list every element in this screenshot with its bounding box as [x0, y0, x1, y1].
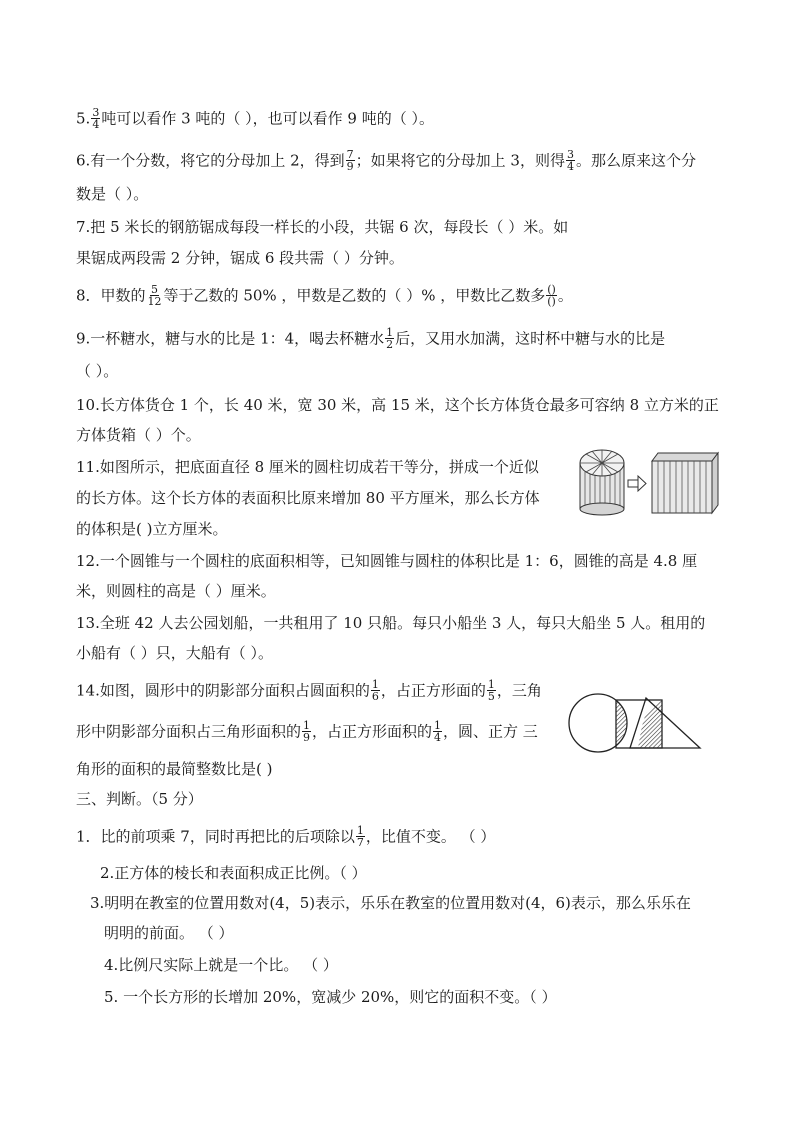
question-10-line2: 方体货箱（ ）个。	[76, 426, 201, 444]
q8-text-2: 等于乙数的 50% ，甲数是乙数的（ ）% ，甲数比乙数多	[163, 286, 546, 305]
q6-text-1: 6.有一个分数，将它的分母加上 2，得到	[76, 151, 345, 170]
question-12-line2: 米，则圆柱的高是（ ）厘米。	[76, 582, 276, 600]
j1-text-2: ，比值不变。 （ ）	[365, 827, 496, 846]
question-14-line3: 角形的面积的最简整数比是( )	[76, 760, 273, 778]
question-6	[76, 150, 696, 173]
fraction	[91, 107, 100, 130]
fraction	[371, 679, 380, 702]
q14-text-2: ，占正方形面的	[380, 681, 486, 700]
question-11: 11.如图所示，把底面直径 8 厘米的圆柱切成若干等分，拼成一个近似	[76, 458, 539, 476]
fraction	[566, 149, 575, 172]
section-3-heading: 三、判断。（5 分）	[76, 790, 203, 808]
q9-text-1: 9.一杯糖水，糖与水的比是 1：4，喝去杯糖水	[76, 329, 385, 348]
question-7: 7.把 5 米长的钢筋锯成每段一样长的小段，共锯 6 次，每段长（ ）米。如	[76, 218, 569, 236]
arrow-right-icon	[628, 476, 646, 491]
numerator: 5	[151, 283, 159, 296]
judge-4: 4.比例尺实际上就是一个比。 （ ）	[104, 956, 338, 974]
rectangular-prism	[652, 453, 718, 513]
denominator: 4	[434, 731, 442, 744]
question-14	[76, 680, 542, 703]
q14-text-3: ，三角	[496, 681, 542, 700]
q14-text-5: ，占正方形面积的	[312, 722, 433, 741]
question-13: 13.全班 42 人去公园划船，一共租用了 10 只船。每只小船坐 3 人，每只大船坐 5 人。租用的	[76, 614, 706, 632]
q6-text-2: ；如果将它的分母加上 3，则得	[355, 151, 565, 170]
numerator: 1	[303, 719, 311, 732]
question-11-line2: 的长方体。这个长方体的表面积比原来增加 80 平方厘米，那么长方体	[76, 489, 540, 507]
judge-5: 5. 一个长方形的长增加 20%，宽减少 20%，则它的面积不变。（ ）	[104, 988, 557, 1006]
numerator: ()	[547, 283, 556, 296]
denominator: 5	[487, 690, 495, 703]
q14-text-4: 形中阴影部分面积占三角形面积的	[76, 722, 302, 741]
denominator: 9	[346, 160, 354, 173]
denominator: 7	[356, 836, 364, 849]
numerator: 3	[92, 106, 100, 119]
denominator: 12	[147, 295, 162, 308]
denominator: 6	[371, 690, 379, 703]
square-triangle-shaded-region	[638, 700, 662, 748]
numerator: 7	[346, 148, 354, 161]
question-14-line2	[76, 721, 538, 744]
judge-3-line2: 明明的前面。 （ ）	[104, 924, 234, 942]
question-9-line2: （ ）。	[76, 362, 119, 380]
question-13-line2: 小船有（ ）只，大船有（ ）。	[76, 644, 274, 662]
q8-text-1: 8．甲数的	[76, 286, 146, 305]
question-11-line3: 的体积是( )立方厘米。	[76, 520, 228, 538]
q6-text-3: 。那么原来这个分	[575, 151, 696, 170]
q14-text-6: ，圆、正方 三	[443, 722, 538, 741]
sliced-cylinder	[580, 450, 624, 515]
q8-text-3: 。	[557, 286, 573, 305]
cylinder-to-prism-figure	[578, 447, 720, 517]
fraction	[385, 327, 394, 350]
question-8	[76, 285, 573, 308]
numerator: 3	[566, 148, 574, 161]
q9-text-2: 后，又用水加满，这时杯中糖与水的比是	[395, 329, 666, 348]
question-7-line2: 果锯成两段需 2 分钟，锯成 6 段共需（ ）分钟。	[76, 249, 404, 267]
fraction	[147, 284, 163, 307]
question-10: 10.长方体货仓 1 个，长 40 米，宽 30 米，高 15 米，这个长方体货仓最多可容纳 8 立方米的正	[76, 396, 719, 414]
question-5	[76, 108, 434, 131]
judge-2: 2.正方体的棱长和表面积成正比例。（ ）	[100, 864, 367, 882]
fraction	[346, 149, 355, 172]
fraction	[433, 720, 442, 743]
fraction	[356, 825, 365, 848]
judge-1	[76, 826, 495, 849]
numerator: 1	[356, 824, 364, 837]
judge-3: 3.明明在教室的位置用数对(4，5)表示，乐乐在教室的位置用数对(4，6)表示，那么乐乐在	[90, 894, 691, 912]
denominator: ()	[547, 295, 556, 308]
denominator: 4	[92, 118, 100, 131]
denominator: 2	[386, 338, 394, 351]
circle-square-triangle-figure	[568, 688, 704, 758]
numerator: 1	[386, 326, 394, 339]
denominator: 4	[566, 160, 574, 173]
q14-text-1: 14.如图，圆形中的阴影部分面积占圆面积的	[76, 681, 370, 700]
fraction	[302, 720, 311, 743]
denominator: 9	[303, 731, 311, 744]
fraction	[546, 284, 557, 307]
numerator: 1	[434, 719, 442, 732]
question-12: 12.一个圆锥与一个圆柱的底面积相等，已知圆锥与圆柱的体积比是 1：6，圆锥的高是 4.8 厘	[76, 552, 698, 570]
q5-number: 5.	[76, 109, 91, 128]
q5-text: 吨可以看作 3 吨的（ ），也可以看作 9 吨的（ ）。	[101, 109, 435, 128]
j1-text-1: 1．比的前项乘 7，同时再把比的后项除以	[76, 827, 355, 846]
numerator: 1	[487, 678, 495, 691]
question-6-line2: 数是（ ）。	[76, 185, 149, 203]
question-9	[76, 328, 665, 351]
fraction	[487, 679, 496, 702]
numerator: 1	[371, 678, 379, 691]
